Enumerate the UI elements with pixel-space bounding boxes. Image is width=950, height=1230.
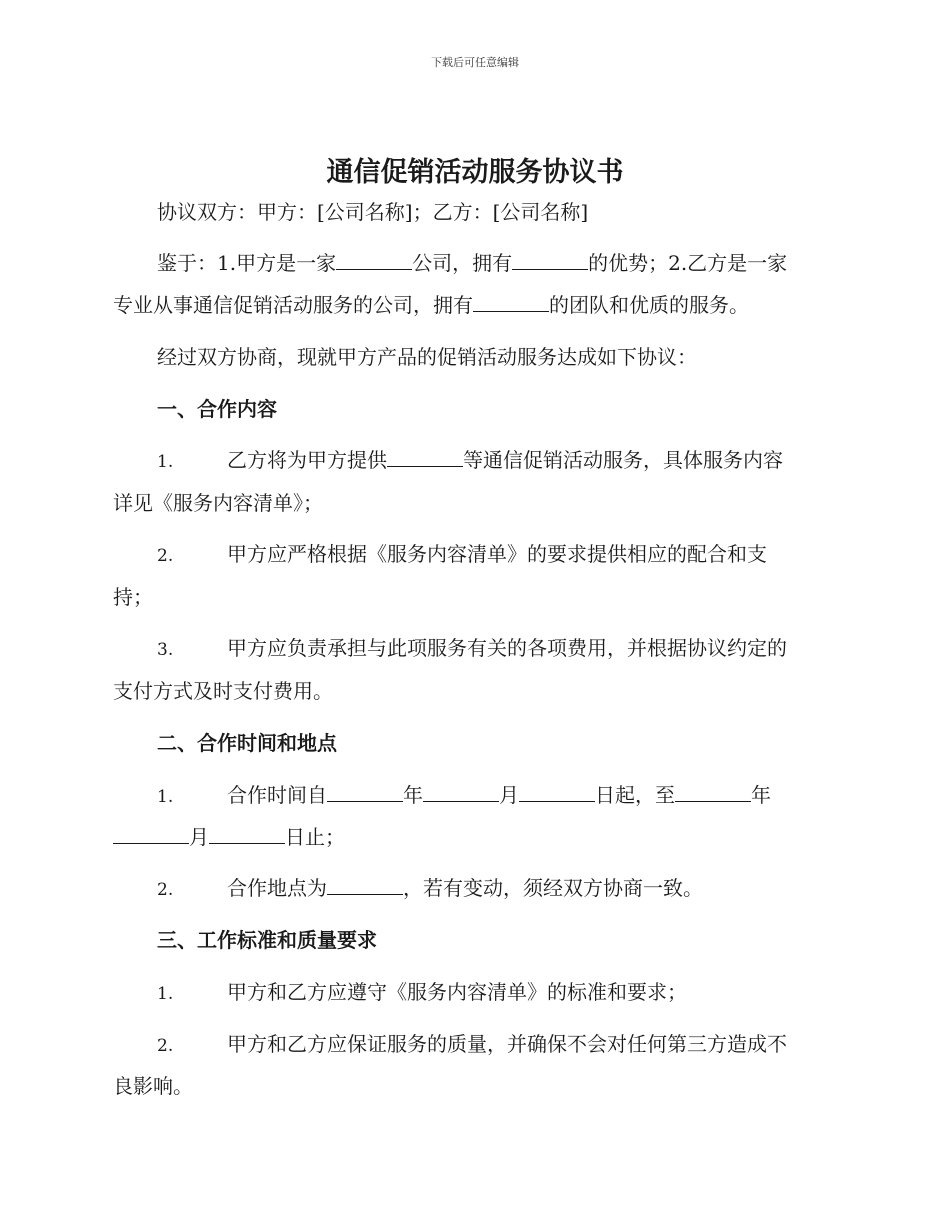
- item-text: 月: [189, 825, 209, 849]
- blank-field: [327, 783, 403, 802]
- item-number: 1.: [157, 787, 174, 807]
- section-2-item-1-cont: [113, 823, 345, 851]
- item-text: 甲方应严格根据《服务内容清单》的要求提供相应的配合和支: [227, 542, 767, 566]
- blank-field: [519, 783, 595, 802]
- item-number: 2.: [157, 1036, 174, 1056]
- whereas-text-c: 的优势；2.乙方是一家: [588, 251, 788, 275]
- section-3-item-1: [157, 978, 687, 1008]
- section-2-item-2: [157, 874, 703, 904]
- item-text: 日止；: [285, 825, 345, 849]
- section-1-heading: 一、合作内容: [157, 397, 277, 421]
- item-text: 合作地点为: [227, 876, 327, 900]
- section-3-item-2: [157, 1030, 787, 1060]
- document-title: 通信促销活动服务协议书: [326, 157, 624, 188]
- section-1-item-3: [157, 634, 787, 664]
- item-number: 2.: [157, 880, 174, 900]
- section-3-item-2-cont: 良影响。: [113, 1074, 193, 1098]
- item-text: 甲方应负责承担与此项服务有关的各项费用，并根据协议约定的: [227, 636, 787, 660]
- section-2-heading: 二、合作时间和地点: [157, 731, 337, 755]
- blank-field: [113, 825, 189, 844]
- item-number: 1.: [157, 452, 174, 472]
- item-text: 年: [403, 783, 423, 807]
- blank-field: [327, 876, 403, 895]
- section-2-item-1: [157, 781, 771, 811]
- section-1-item-2-cont: 持；: [113, 585, 153, 609]
- item-text: 合作时间自: [227, 783, 327, 807]
- whereas-line-1: [157, 249, 787, 277]
- blank-field: [512, 251, 588, 270]
- whereas-text-b: 公司，拥有: [412, 251, 513, 275]
- item-number: 3.: [157, 640, 174, 660]
- item-number: 2.: [157, 546, 174, 566]
- header-note: 下载后可任意编辑: [431, 56, 519, 69]
- blank-field: [423, 783, 499, 802]
- item-text: 乙方将为甲方提供: [227, 448, 387, 472]
- item-text: ，若有变动，须经双方协商一致。: [403, 876, 703, 900]
- whereas-text-e: 的团队和优质的服务。: [549, 293, 749, 317]
- whereas-text-a: 鉴于：1.甲方是一家: [157, 251, 337, 275]
- item-text: 日起，至: [595, 783, 675, 807]
- blank-field: [209, 825, 285, 844]
- section-1-item-1-cont: 详见《服务内容清单》；: [113, 491, 323, 515]
- whereas-line-2: [113, 291, 749, 319]
- item-text: 等通信促销活动服务，具体服务内容: [463, 448, 783, 472]
- section-1-item-1: [157, 446, 783, 476]
- section-3-heading: 三、工作标准和质量要求: [157, 928, 377, 952]
- item-text: 甲方和乙方应遵守《服务内容清单》的标准和要求；: [227, 980, 687, 1004]
- item-text: 月: [499, 783, 519, 807]
- blank-field: [473, 293, 549, 312]
- section-1-item-3-cont: 支付方式及时支付费用。: [113, 679, 333, 703]
- blank-field: [336, 251, 412, 270]
- intro-line: 经过双方协商，现就甲方产品的促销活动服务达成如下协议：: [157, 345, 697, 369]
- item-number: 1.: [157, 984, 174, 1004]
- item-text: 年: [751, 783, 771, 807]
- item-text: 甲方和乙方应保证服务的质量，并确保不会对任何第三方造成不: [227, 1032, 787, 1056]
- blank-field: [675, 783, 751, 802]
- blank-field: [387, 448, 463, 467]
- section-1-item-2: [157, 540, 767, 570]
- parties-line: 协议双方：甲方：[公司名称]；乙方：[公司名称]: [157, 200, 589, 224]
- whereas-text-d: 专业从事通信促销活动服务的公司，拥有: [113, 293, 473, 317]
